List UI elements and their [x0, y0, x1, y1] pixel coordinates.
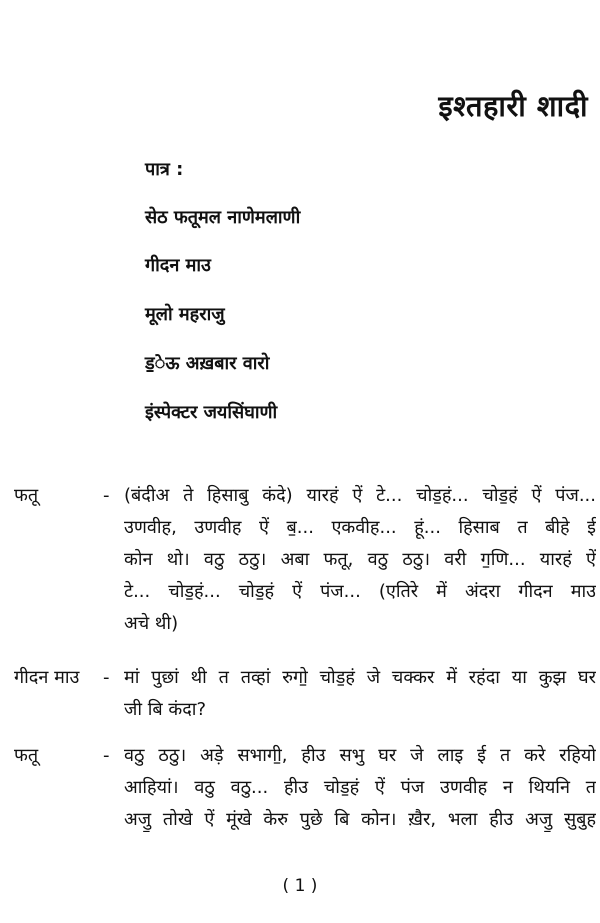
cast-member: गीदन माउ	[145, 255, 211, 276]
dialogue-line: मां पुछां थी त तव्हां रुगो॒ चोड॒हं जे चक्कर में रहंदा या कुझ घर	[124, 667, 596, 688]
dialogue-line: जी बि कंदा?	[124, 699, 206, 720]
cast-member: मूलो महराजु	[145, 304, 225, 325]
dialogue-line: वठु ठठु। अड़े सभागी॒, हीउ सभु घर जे लाइ ई त करे रहियो	[124, 745, 596, 766]
cast-member: सेठ फतूमल नाणेमलाणी	[145, 207, 301, 228]
dialogue-line: उणवीह, उणवीह ऐं ब॒... एकवीह... हूं... हिसाब त बीहे ई	[124, 517, 596, 538]
speaker-dash: -	[103, 745, 110, 766]
dialogue-line: आहियां। वठु वठु... हीउ चोड॒हं ऐं पंज उणवीह न थियनि त	[124, 777, 596, 798]
speaker-name: फतू	[14, 485, 39, 506]
speaker-name: गीदन माउ	[14, 667, 80, 688]
dialogue-line: (बंदीअ ते हिसाबु कंदे) यारहं ऐं टे... चोड॒हं... चोड॒हं ऐं पंज...	[124, 485, 596, 506]
dialogue-line: अचे थी)	[124, 613, 179, 634]
speaker-dash: -	[103, 667, 110, 688]
speaker-name: फतू	[14, 745, 39, 766]
dialogue-line: कोन थो। वठु ठठु। अबा फतू, वठु ठठु। वरी ग॒णि... यारहं ऐं	[124, 549, 596, 570]
cast-heading: पात्र :	[145, 159, 184, 180]
cast-member: ड॒ेऊ अख़बार वारो	[145, 353, 270, 374]
page-number: ( 1 )	[282, 876, 318, 896]
speaker-dash: -	[103, 485, 110, 506]
dialogue-line: अजु॒ तोखे ऐं मूंखे केरु पुछे बि कोन। ख़ैर, भला हीउ अजु॒ सुबुह	[124, 809, 596, 830]
page-title: इश्तहारी शादी	[438, 89, 588, 123]
cast-member: इंस्पेक्टर जयसिंघाणी	[145, 402, 278, 423]
dialogue-line: टे... चोड॒हं... चोड॒हं ऐं पंज... (एतिरे में अंदरा गीदन माउ	[124, 581, 596, 602]
